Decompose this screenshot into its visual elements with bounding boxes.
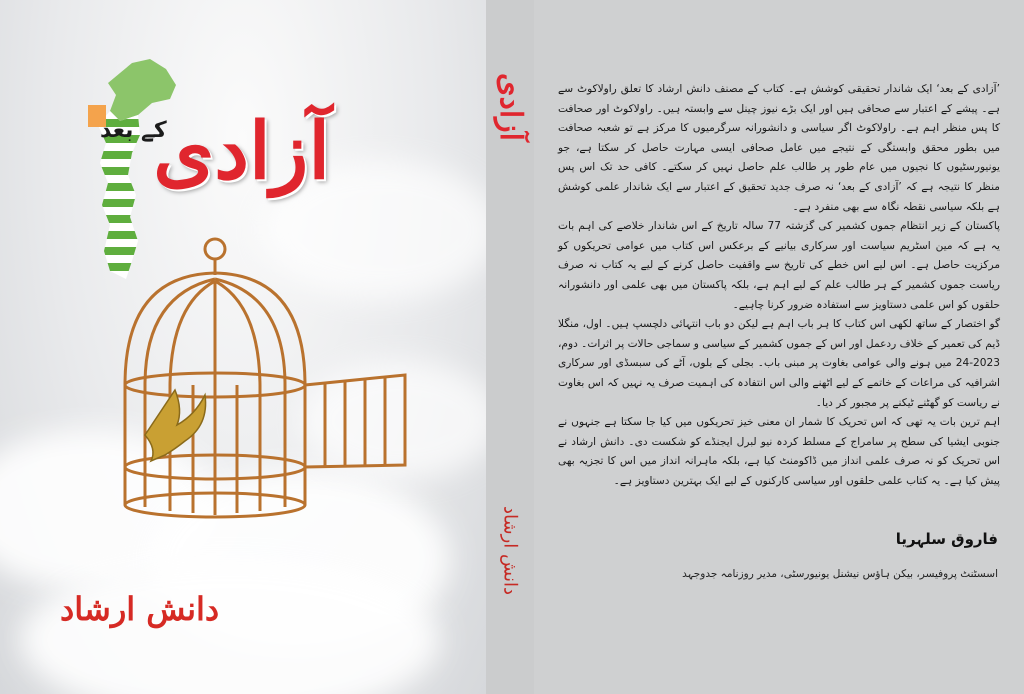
book-spine [486, 0, 534, 694]
blurb-paragraph-1: ’آزادی کے بعد‘ ایک شاندار تحقیقی کوشش ہے۔ کتاب کے مصنف دانش ارشاد کا تعلق راولاکوٹ سے ہے۔ پیشے کے اعتبار سے صحافی ہیں اور ایک بڑے نیوز چینل سے وابستہ ہیں۔ راولاکوٹ اور صحافت کا پس منظر اہم ہے۔ راولاکوٹ اگر سیاسی و دانشورانہ سرگرمیوں کا مرکز ہے تو شعبہ صحافت میں بطور محقق وابستگی کے نتیجے میں عامل صحافی ایسی مہارت حاصل کر سکتا ہے، جو یونیورسٹیوں کا نجیوں میں عام طور پر طالب علم حاصل نہیں کر سکتے۔ کافی حد تک اس پس منظر کا نتیجہ ہے کہ ’آزادی کے بعد‘ نہ صرف جدید تحقیق کے اعتبار سے ایک شاندار علمی کوشش ہے بلکہ سیاسی نقطہ نگاہ سے بھی منفرد ہے۔ [558, 83, 1000, 213]
front-cover [0, 0, 486, 694]
front-title-block [100, 88, 340, 228]
back-cover [534, 0, 1024, 694]
spine-author: دانش ارشاد [499, 506, 521, 595]
signature-name: فاروق سلہریا [895, 530, 998, 548]
birdcage-icon [105, 235, 415, 525]
blurb-paragraph-4: اہم ترین بات یہ تھی کہ اس تحریک کا شمار ان معنی خیز تحریکوں میں کیا جا سکتا ہے جنہوں نے جنوبی ایشیا کی سطح پر سامراج کے مسلط کردہ نیو لبرل ایجنڈے کو شکست دی۔ دانش ارشاد نے اس تحریک کو نہ صرف علمی انداز میں ڈاکومنٹ کیا ہے، بلکہ ماہرانہ انداز میں اس کا تجزیہ بھی پیش کیا ہے۔ یہ کتاب علمی حلقوں اور سیاسی کارکنوں کے لیے ایک بہترین دستاویز ہے۔ [558, 416, 1000, 487]
front-author: دانش ارشاد [60, 590, 220, 628]
golden-bird-icon [145, 390, 206, 461]
blurb-paragraph-3: گو اختصار کے ساتھ لکھی اس کتاب کا ہر باب اہم ہے لیکن دو باب انتہائی دلچسپ ہیں۔ اول، منگلا ڈیم کی تعمیر کے خلاف ردعمل اور اس کے جموں کشمیر کے سیاسی و سماجی حالات پر اثرات۔ دوم، 2023-24 میں ہونے والی عوامی بغاوت پر مبنی باب۔ بجلی کے بلوں، آٹے کی سبسڈی اور سرکاری اشرافیہ کی مراعات کے خاتمے کے لیے اٹھنے والی اس انتفادہ کی اہمیت صرف یہ نہیں کہ اس بغاوت نے ریاست کو گھٹنے ٹیکنے پر مجبور کر دیا۔ [558, 318, 1000, 409]
spine-title: آزادی [493, 73, 528, 141]
front-title: آزادی [153, 106, 330, 197]
blurb-paragraph-2: پاکستان کے زیر انتظام جموں کشمیر کی گزشتہ 77 سالہ تاریخ کے اس شاندار خلاصے کی اہم بات یہ ہے کہ مین اسٹریم سیاست اور سرکاری بیانیے کے برعکس اس کتاب میں عوامی تحریکوں کو مرکزیت حاصل ہے۔ اس لیے اس خطے کی تاریخ سے واقفیت حاصل کرنے کے لیے یہ کتاب نہ صرف ریاست جموں کشمیر کے ہر طالب علم کے لیے اہم ہے، بلکہ پاکستان میں بھی علمی اور دانشورانہ حلقوں کو اس علمی دستاویز سے استفادہ ضرور کرنا چاہیے۔ [558, 220, 1000, 311]
front-subtitle: کے بعد [100, 118, 167, 143]
signature-role: اسسٹنٹ پروفیسر، بیکن ہاؤس نیشنل یونیورسٹی، مدیر روزنامہ جدوجہد [682, 568, 998, 580]
back-blurb [558, 80, 1000, 491]
